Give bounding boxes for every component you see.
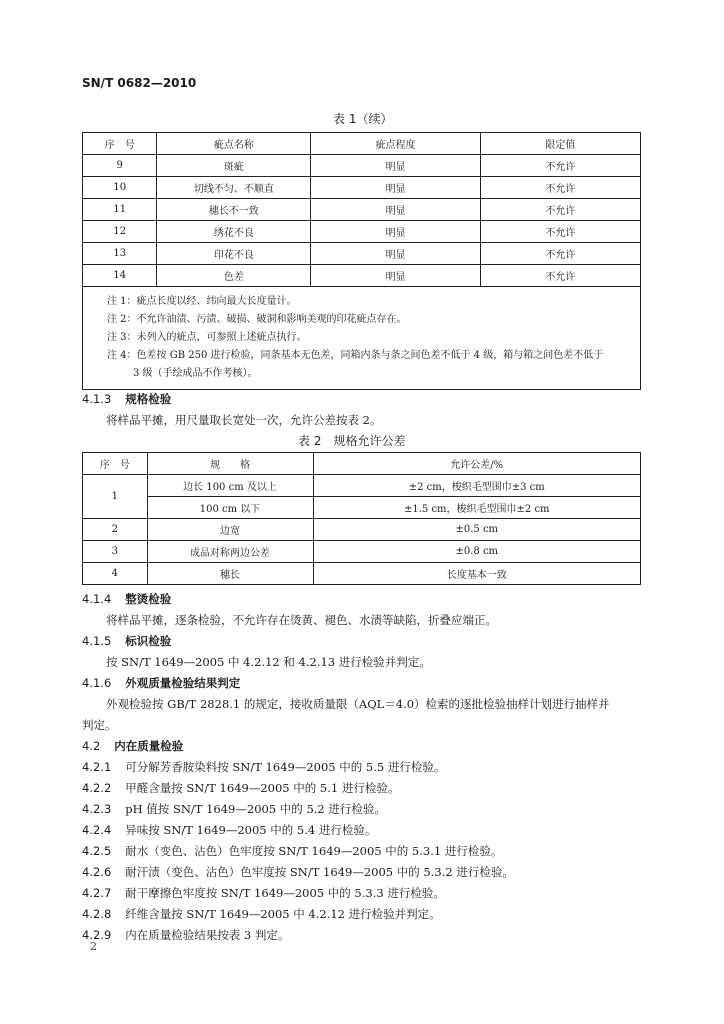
section-title: 规格检验	[125, 392, 172, 406]
table-cell: 边宽	[147, 519, 313, 541]
table-row	[83, 563, 641, 585]
note-2: 注 2：不允许油渍、污渍、破损、破洞和影响美观的印花疵点存在。	[107, 314, 407, 325]
subsection-item	[82, 759, 445, 775]
table-row	[83, 475, 641, 497]
subsection-text: 异味按 SN/T 1649—2005 中的 5.4 进行检验。	[125, 823, 377, 837]
section-title: 标识检验	[125, 634, 172, 648]
header-cell: 疵点名称	[157, 133, 311, 155]
table2-title: 表 2 规格允许公差	[298, 434, 406, 448]
table-cell: 11	[83, 199, 157, 221]
subsection-number: 4.2.8	[82, 907, 112, 921]
subsection-number: 4.2.5	[82, 844, 112, 858]
subsection-number: 4.2.3	[82, 802, 112, 816]
table-row	[83, 221, 641, 243]
table-cell: 10	[83, 177, 157, 199]
table-cell: 14	[83, 265, 157, 287]
note-1: 注 1：疵点长度以经、纬向最大长度量计。	[107, 296, 297, 307]
header-cell: 允许公差/%	[313, 453, 640, 475]
subsection-text: pH 值按 SN/T 1649—2005 中的 5.2 进行检验。	[125, 802, 386, 816]
table-cell: 不允许	[480, 265, 640, 287]
page-number: 2	[90, 940, 97, 953]
table-cell: 不允许	[480, 243, 640, 265]
table-cell: 1	[83, 475, 148, 519]
table-row	[83, 155, 641, 177]
subsection-item	[82, 822, 376, 838]
table-notes-row	[83, 287, 641, 390]
table-cell: 不允许	[480, 155, 640, 177]
table-cell: 不允许	[480, 177, 640, 199]
section-heading-4-1-4	[82, 591, 171, 607]
table1-title: 表 1（续）	[333, 112, 393, 126]
table-cell: 9	[83, 155, 157, 177]
header-cell: 疵点程度	[311, 133, 480, 155]
header-cell: 序 号	[83, 453, 148, 475]
section-number: 4.2	[82, 739, 101, 753]
subsection-text: 耐汗渍（变色、沾色）色牢度按 SN/T 1649—2005 中的 5.3.2 进行检验。	[125, 865, 514, 879]
table-cell: 穗长不一致	[157, 199, 311, 221]
subsection-item	[82, 780, 399, 796]
table-cell: 明显	[311, 265, 480, 287]
section-title: 内在质量检验	[114, 739, 184, 753]
subsection-number: 4.2.4	[82, 823, 112, 837]
header-cell: 序 号	[83, 133, 157, 155]
table-cell: 穗长	[147, 563, 313, 585]
table-cell: ±0.8 cm	[313, 541, 640, 563]
section-number: 4.1.4	[82, 592, 112, 606]
subsection-number: 4.2.2	[82, 781, 112, 795]
section-text: 外观检验按 GB/T 2828.1 的规定，接收质量限（AQL＝4.0）检索的逐批检验抽样计划进行抽样并	[106, 697, 610, 711]
subsection-text: 甲醛含量按 SN/T 1649—2005 中的 5.1 进行检验。	[125, 781, 400, 795]
table-row	[83, 243, 641, 265]
header-cell: 规 格	[147, 453, 313, 475]
table-cell: 长度基本一致	[313, 563, 640, 585]
table-header-row	[83, 133, 641, 155]
table-cell: 成品对称两边公差	[147, 541, 313, 563]
table-header-row	[83, 453, 641, 475]
note-4-continued: 3 级（手绘成品不作考核）。	[133, 368, 258, 379]
section-text: 按 SN/T 1649—2005 中 4.2.12 和 4.2.13 进行检验并判定。	[106, 655, 431, 669]
section-text-continued: 判定。	[82, 718, 117, 732]
table-notes	[83, 287, 641, 390]
subsection-text: 耐干摩擦色牢度按 SN/T 1649—2005 中的 5.3.3 进行检验。	[125, 886, 445, 900]
header-cell: 限定值	[480, 133, 640, 155]
table-cell: 12	[83, 221, 157, 243]
subsection-item	[82, 885, 445, 901]
note-3: 注 3：未列入的疵点，可参照上述疵点执行。	[107, 332, 307, 343]
table-cell: ±2 cm，梭织毛型围巾±3 cm	[313, 475, 640, 497]
section-heading-4-1-6	[82, 675, 240, 691]
subsection-number: 4.2.6	[82, 865, 112, 879]
table-cell: 13	[83, 243, 157, 265]
subsection-item	[82, 801, 386, 817]
section-title: 整烫检验	[125, 592, 172, 606]
table-row	[83, 177, 641, 199]
table-cell: ±1.5 cm，梭织毛型围巾±2 cm	[313, 497, 640, 519]
section-heading-4-1-5	[82, 633, 171, 649]
table-row	[83, 199, 641, 221]
section-number: 4.1.5	[82, 634, 112, 648]
section-title: 外观质量检验结果判定	[125, 676, 241, 690]
tolerance-table	[82, 452, 641, 585]
table-row	[83, 519, 641, 541]
table-cell: 不允许	[480, 221, 640, 243]
subsection-item	[82, 864, 514, 880]
section-heading-4-1-3	[82, 391, 171, 407]
section-number: 4.1.6	[82, 676, 112, 690]
subsection-item	[82, 843, 502, 859]
table-cell: 不允许	[480, 199, 640, 221]
table-cell: 2	[83, 519, 148, 541]
defect-table	[82, 132, 641, 390]
subsection-number: 4.2.9	[82, 928, 112, 942]
table-cell: 4	[83, 563, 148, 585]
standard-code: SN/T 0682—2010	[82, 76, 197, 90]
table-cell: 斑疵	[157, 155, 311, 177]
table-row	[83, 265, 641, 287]
subsection-number: 4.2.1	[82, 760, 112, 774]
subsection-item	[82, 906, 441, 922]
table-cell: ±0.5 cm	[313, 519, 640, 541]
table-cell: 明显	[311, 155, 480, 177]
table-cell: 明显	[311, 243, 480, 265]
table-cell: 切线不匀、不顺直	[157, 177, 311, 199]
table-cell: 3	[83, 541, 148, 563]
section-number: 4.1.3	[82, 392, 112, 406]
subsection-text: 可分解芳香胺染料按 SN/T 1649—2005 中的 5.5 进行检验。	[125, 760, 446, 774]
table-cell: 边长 100 cm 及以上	[147, 475, 313, 497]
subsection-text: 耐水（变色、沾色）色牢度按 SN/T 1649—2005 中的 5.3.1 进行检验。	[125, 844, 503, 858]
table-cell: 印花不良	[157, 243, 311, 265]
section-text: 将样品平摊，用尺量取长宽处一次，允许公差按表 2。	[106, 413, 382, 427]
table-row	[83, 497, 641, 519]
table-row	[83, 541, 641, 563]
table-cell: 色差	[157, 265, 311, 287]
subsection-number: 4.2.7	[82, 886, 112, 900]
table-cell: 绣花不良	[157, 221, 311, 243]
section-heading-4-2	[82, 738, 183, 754]
table-cell: 明显	[311, 177, 480, 199]
table-cell: 明显	[311, 221, 480, 243]
subsection-item	[82, 927, 289, 943]
subsection-text: 纤维含量按 SN/T 1649—2005 中 4.2.12 进行检验并判定。	[125, 907, 441, 921]
table-cell: 明显	[311, 199, 480, 221]
section-text: 将样品平摊，逐条检验，不允许存在烫黄、褪色、水渍等缺陷，折叠应端正。	[106, 613, 497, 627]
table-cell: 100 cm 以下	[147, 497, 313, 519]
note-4: 注 4：色差按 GB 250 进行检验，同条基本无色差，同箱内条与条之间色差不低于 4 级，箱与箱之间色差不低于	[107, 350, 604, 361]
subsection-text: 内在质量检验结果按表 3 判定。	[125, 928, 290, 942]
